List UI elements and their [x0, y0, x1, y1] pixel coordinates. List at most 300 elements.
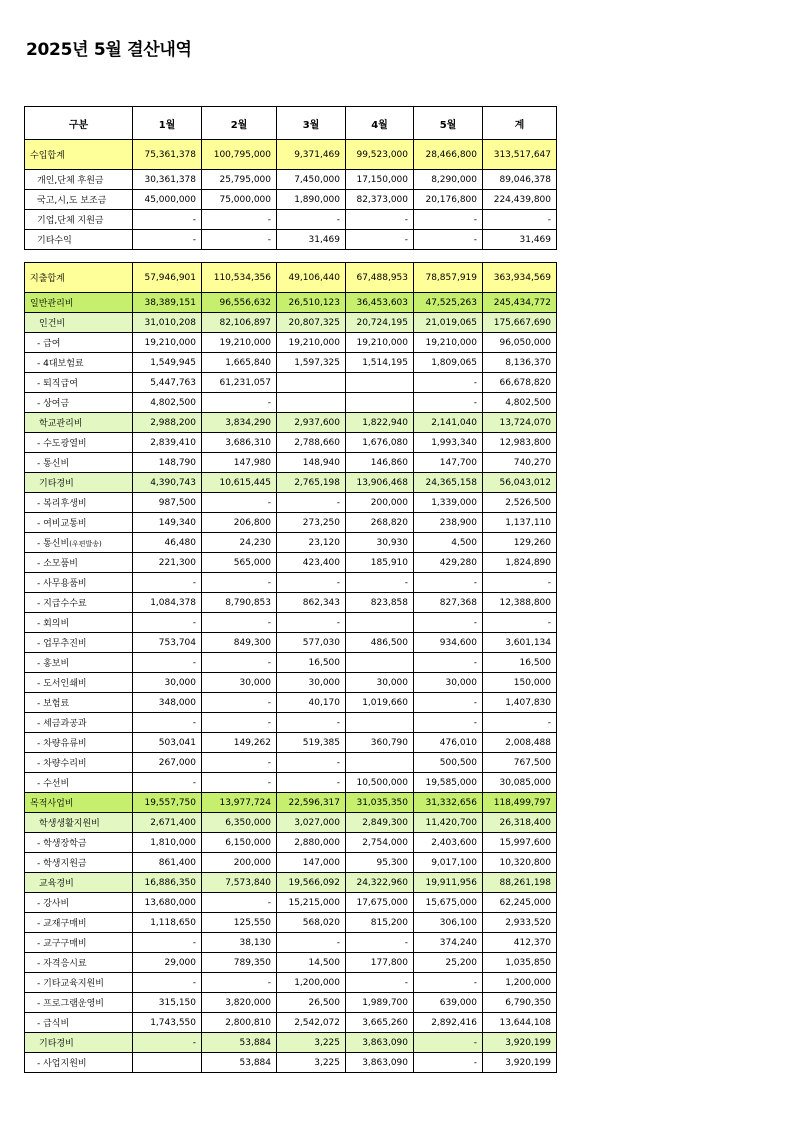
cell-value: - [277, 713, 346, 733]
cell-value: 5,447,763 [133, 373, 202, 393]
cell-value [277, 373, 346, 393]
row-label-text: - 교재구매비 [37, 919, 87, 929]
row-label [25, 263, 133, 293]
cell-value: 1,810,000 [133, 833, 202, 853]
cell-value: 268,820 [346, 513, 414, 533]
table-row [25, 693, 557, 713]
table-row [25, 533, 557, 553]
cell-value: 3,834,290 [202, 413, 277, 433]
cell-value: 30,000 [346, 673, 414, 693]
cell-value: - [202, 230, 277, 250]
row-label-text: - 복리후생비 [37, 499, 87, 509]
cell-total: 2,008,488 [483, 733, 557, 753]
cell-value: 3,686,310 [202, 433, 277, 453]
cell-value [346, 753, 414, 773]
cell-value: 1,200,000 [277, 973, 346, 993]
table-row [25, 373, 557, 393]
cell-value: 423,400 [277, 553, 346, 573]
cell-value: - [277, 753, 346, 773]
cell-total: 12,388,800 [483, 593, 557, 613]
cell-value: 6,350,000 [202, 813, 277, 833]
cell-total: 245,434,772 [483, 293, 557, 313]
row-label [25, 373, 133, 393]
cell-value: 30,000 [133, 673, 202, 693]
cell-value [346, 713, 414, 733]
row-label [25, 653, 133, 673]
cell-value [346, 373, 414, 393]
cell-value: 13,680,000 [133, 893, 202, 913]
cell-value: 1,822,940 [346, 413, 414, 433]
cell-value: 82,373,000 [346, 190, 414, 210]
cell-value: 146,860 [346, 453, 414, 473]
row-label [25, 453, 133, 473]
cell-value: 25,200 [414, 953, 483, 973]
cell-value: 24,230 [202, 533, 277, 553]
row-label [25, 873, 133, 893]
cell-total: 12,983,800 [483, 433, 557, 453]
cell-value: 862,343 [277, 593, 346, 613]
cell-value: 22,596,317 [277, 793, 346, 813]
cell-value: 17,150,000 [346, 170, 414, 190]
expense-table [24, 262, 557, 1073]
table-row [25, 753, 557, 773]
cell-value: 20,807,325 [277, 313, 346, 333]
subcategory-row [25, 473, 557, 493]
cell-value: 30,361,378 [133, 170, 202, 190]
cell-total: 66,678,820 [483, 373, 557, 393]
row-label [25, 773, 133, 793]
cell-value: 2,892,416 [414, 1013, 483, 1033]
cell-value: 306,100 [414, 913, 483, 933]
cell-total: 3,601,134 [483, 633, 557, 653]
cell-value: 38,130 [202, 933, 277, 953]
cell-value: 19,911,956 [414, 873, 483, 893]
cell-total: 129,260 [483, 533, 557, 553]
row-label [25, 433, 133, 453]
cell-value: 2,839,410 [133, 433, 202, 453]
cell-value: 16,886,350 [133, 873, 202, 893]
header-feb: 2월 [202, 107, 277, 140]
cell-value: 1,019,660 [346, 693, 414, 713]
cell-value: 149,262 [202, 733, 277, 753]
cell-value: - [202, 773, 277, 793]
cell-value: 31,010,208 [133, 313, 202, 333]
cell-total: 1,137,110 [483, 513, 557, 533]
cell-value: - [133, 933, 202, 953]
cell-value: 2,800,810 [202, 1013, 277, 1033]
row-label-text: 일반관리비 [30, 299, 74, 309]
cell-value: - [202, 393, 277, 413]
cell-value: - [202, 210, 277, 230]
cell-value: - [133, 573, 202, 593]
cell-total: 62,245,000 [483, 893, 557, 913]
cell-value: 10,500,000 [346, 773, 414, 793]
subcategory-row [25, 1033, 557, 1053]
cell-value: 2,671,400 [133, 813, 202, 833]
cell-value: 200,000 [346, 493, 414, 513]
cell-value: 3,863,090 [346, 1053, 414, 1073]
cell-value: 147,980 [202, 453, 277, 473]
cell-value: 2,765,198 [277, 473, 346, 493]
cell-total: 740,270 [483, 453, 557, 473]
table-row [25, 190, 557, 210]
row-label [25, 313, 133, 333]
table-row [25, 230, 557, 250]
cell-value: - [202, 653, 277, 673]
cell-total: 31,469 [483, 230, 557, 250]
cell-value: 23,120 [277, 533, 346, 553]
cell-value: 4,390,743 [133, 473, 202, 493]
row-label [25, 190, 133, 210]
cell-value: - [414, 973, 483, 993]
row-label-text: - 급식비 [37, 1019, 70, 1029]
cell-value: 429,280 [414, 553, 483, 573]
row-label-text: 학생생활지원비 [39, 819, 100, 829]
cell-value: - [414, 653, 483, 673]
cell-value: 15,675,000 [414, 893, 483, 913]
cell-value: 823,858 [346, 593, 414, 613]
cell-value: 1,118,650 [133, 913, 202, 933]
income-table [24, 106, 557, 250]
row-label [25, 953, 133, 973]
cell-value: 31,469 [277, 230, 346, 250]
table-row [25, 733, 557, 753]
cell-value: 500,500 [414, 753, 483, 773]
row-label-text: - 소모품비 [37, 559, 78, 569]
cell-value: 3,225 [277, 1033, 346, 1053]
row-label-text: - 보험료 [37, 699, 70, 709]
cell-value: 110,534,356 [202, 263, 277, 293]
row-label-text: - 지급수수료 [37, 599, 87, 609]
cell-value: 6,150,000 [202, 833, 277, 853]
row-label [25, 353, 133, 373]
cell-total: - [483, 210, 557, 230]
row-label-text: - 교구구매비 [37, 939, 87, 949]
cell-value: 149,340 [133, 513, 202, 533]
cell-value: - [202, 973, 277, 993]
cell-value: 30,000 [277, 673, 346, 693]
cell-value: 476,010 [414, 733, 483, 753]
cell-value: 16,500 [277, 653, 346, 673]
total-row [25, 140, 557, 170]
cell-value: 30,930 [346, 533, 414, 553]
cell-value: 1,597,325 [277, 353, 346, 373]
cell-value: 1,676,080 [346, 433, 414, 453]
cell-value: 360,790 [346, 733, 414, 753]
table-row [25, 713, 557, 733]
cell-value: 17,675,000 [346, 893, 414, 913]
row-label-text: - 세금과공과 [37, 719, 87, 729]
row-label [25, 693, 133, 713]
cell-value: 2,880,000 [277, 833, 346, 853]
cell-value: - [277, 613, 346, 633]
cell-value: 19,210,000 [414, 333, 483, 353]
table-row [25, 593, 557, 613]
cell-value: 1,989,700 [346, 993, 414, 1013]
cell-value: - [133, 210, 202, 230]
table-row [25, 493, 557, 513]
cell-value: 577,030 [277, 633, 346, 653]
row-label-text: 기타경비 [39, 479, 74, 489]
cell-value: 9,017,100 [414, 853, 483, 873]
row-label [25, 633, 133, 653]
row-label [25, 793, 133, 813]
table-row [25, 170, 557, 190]
cell-value: 267,000 [133, 753, 202, 773]
cell-value: 57,946,901 [133, 263, 202, 293]
row-label-text: - 학생장학금 [37, 839, 87, 849]
table-row [25, 893, 557, 913]
cell-value: 49,106,440 [277, 263, 346, 293]
cell-value: 486,500 [346, 633, 414, 653]
category-row [25, 293, 557, 313]
cell-value: 26,510,123 [277, 293, 346, 313]
table-row [25, 453, 557, 473]
cell-value: 7,450,000 [277, 170, 346, 190]
income-table-body [25, 107, 557, 250]
cell-total: 96,050,000 [483, 333, 557, 353]
cell-value: 568,020 [277, 913, 346, 933]
cell-total: 16,500 [483, 653, 557, 673]
row-label [25, 170, 133, 190]
cell-total: 150,000 [483, 673, 557, 693]
cell-value: 2,988,200 [133, 413, 202, 433]
cell-value: - [277, 210, 346, 230]
row-label [25, 230, 133, 250]
cell-value: - [414, 1033, 483, 1053]
row-label [25, 913, 133, 933]
cell-value: - [133, 230, 202, 250]
subcategory-row [25, 813, 557, 833]
table-row [25, 833, 557, 853]
cell-value: 148,790 [133, 453, 202, 473]
cell-value: 2,937,600 [277, 413, 346, 433]
row-label-text: 지출합계 [30, 274, 65, 284]
cell-value: 46,480 [133, 533, 202, 553]
cell-value: 8,290,000 [414, 170, 483, 190]
row-label-text: - 사무용품비 [37, 579, 87, 589]
cell-value: 13,906,468 [346, 473, 414, 493]
cell-value: 29,000 [133, 953, 202, 973]
row-label [25, 593, 133, 613]
row-label-text: - 수도광열비 [37, 439, 87, 449]
cell-value: 31,332,656 [414, 793, 483, 813]
cell-value: - [133, 973, 202, 993]
cell-value: 221,300 [133, 553, 202, 573]
cell-value: 28,466,800 [414, 140, 483, 170]
row-label-text: - 프로그램운영비 [37, 999, 104, 1009]
cell-value: 45,000,000 [133, 190, 202, 210]
cell-total: 2,933,520 [483, 913, 557, 933]
row-label-text: 교육경비 [39, 879, 74, 889]
cell-value: 1,514,195 [346, 353, 414, 373]
cell-total: 224,439,800 [483, 190, 557, 210]
cell-value: 78,857,919 [414, 263, 483, 293]
row-label [25, 853, 133, 873]
row-label [25, 613, 133, 633]
cell-value: 348,000 [133, 693, 202, 713]
cell-value: 147,000 [277, 853, 346, 873]
cell-total: - [483, 613, 557, 633]
cell-value: 2,788,660 [277, 433, 346, 453]
cell-value [133, 1053, 202, 1073]
cell-value: 36,453,603 [346, 293, 414, 313]
header-mar: 3월 [277, 107, 346, 140]
cell-value: 503,041 [133, 733, 202, 753]
cell-value: 206,800 [202, 513, 277, 533]
cell-value: 1,890,000 [277, 190, 346, 210]
table-row [25, 993, 557, 1013]
cell-value: 753,704 [133, 633, 202, 653]
header-apr: 4월 [346, 107, 414, 140]
cell-value: 315,150 [133, 993, 202, 1013]
cell-value: 1,549,945 [133, 353, 202, 373]
header-jan: 1월 [133, 107, 202, 140]
cell-value: - [414, 393, 483, 413]
subcategory-row [25, 873, 557, 893]
table-row [25, 653, 557, 673]
row-label-text: - 기타교육지원비 [37, 979, 104, 989]
table-row [25, 853, 557, 873]
cell-total: - [483, 573, 557, 593]
cell-value: 19,210,000 [202, 333, 277, 353]
cell-value: - [346, 210, 414, 230]
cell-value: 53,884 [202, 1033, 277, 1053]
row-label-text: 기업,단체 지원금 [37, 216, 104, 226]
cell-total: 26,318,400 [483, 813, 557, 833]
cell-total: 363,934,569 [483, 263, 557, 293]
row-label-text: 수입합계 [30, 151, 65, 161]
cell-value: - [414, 373, 483, 393]
cell-value: 1,743,550 [133, 1013, 202, 1033]
cell-total: 89,046,378 [483, 170, 557, 190]
table-row [25, 673, 557, 693]
cell-total: 412,370 [483, 933, 557, 953]
cell-value: 19,566,092 [277, 873, 346, 893]
cell-value: 177,800 [346, 953, 414, 973]
row-label-text: - 통신비 [37, 459, 70, 469]
cell-total: 88,261,198 [483, 873, 557, 893]
cell-value: 861,400 [133, 853, 202, 873]
cell-total: 1,200,000 [483, 973, 557, 993]
cell-value: - [202, 573, 277, 593]
row-label [25, 413, 133, 433]
row-label [25, 1013, 133, 1033]
cell-value: 639,000 [414, 993, 483, 1013]
cell-value: - [202, 493, 277, 513]
cell-value: 19,210,000 [133, 333, 202, 353]
cell-value: 20,724,195 [346, 313, 414, 333]
cell-value: 3,665,260 [346, 1013, 414, 1033]
row-label [25, 533, 133, 553]
row-label-text: - 차량유류비 [37, 739, 87, 749]
table-row [25, 553, 557, 573]
header-category: 구분 [25, 107, 133, 140]
row-label [25, 293, 133, 313]
cell-value: - [414, 573, 483, 593]
cell-value: 1,084,378 [133, 593, 202, 613]
cell-value: 2,403,600 [414, 833, 483, 853]
row-label-note: (우편발송) [69, 540, 102, 548]
cell-value: 1,993,340 [414, 433, 483, 453]
cell-value: - [202, 613, 277, 633]
row-label [25, 513, 133, 533]
cell-total: 2,526,500 [483, 493, 557, 513]
subcategory-row [25, 413, 557, 433]
row-label-text: - 수선비 [37, 779, 70, 789]
table-row [25, 973, 557, 993]
cell-total: 1,035,850 [483, 953, 557, 973]
row-label [25, 713, 133, 733]
cell-value: 1,809,065 [414, 353, 483, 373]
cell-value: - [414, 613, 483, 633]
table-row [25, 773, 557, 793]
header-total: 계 [483, 107, 557, 140]
row-label-text: 기타수익 [37, 236, 72, 246]
cell-total: 767,500 [483, 753, 557, 773]
table-row [25, 1053, 557, 1073]
cell-value: - [414, 693, 483, 713]
cell-value: - [346, 230, 414, 250]
row-label-text: - 여비교통비 [37, 519, 87, 529]
row-label [25, 493, 133, 513]
cell-value: 30,000 [414, 673, 483, 693]
row-label-text: - 홍보비 [37, 659, 70, 669]
cell-value: 100,795,000 [202, 140, 277, 170]
cell-value: 67,488,953 [346, 263, 414, 293]
cell-total: 30,085,000 [483, 773, 557, 793]
table-row [25, 210, 557, 230]
cell-total: 8,136,370 [483, 353, 557, 373]
cell-value: - [414, 210, 483, 230]
cell-value: 2,754,000 [346, 833, 414, 853]
cell-value: 9,371,469 [277, 140, 346, 170]
row-label-text: - 4대보험료 [37, 359, 84, 369]
table-row [25, 1013, 557, 1033]
cell-value: 815,200 [346, 913, 414, 933]
cell-total: 118,499,797 [483, 793, 557, 813]
cell-value: - [202, 893, 277, 913]
row-label [25, 673, 133, 693]
cell-total: 56,043,012 [483, 473, 557, 493]
cell-value: 1,339,000 [414, 493, 483, 513]
row-label-text: - 사업지원비 [37, 1059, 87, 1069]
table-row [25, 433, 557, 453]
row-label-text: - 급여 [37, 339, 61, 349]
cell-value: 125,550 [202, 913, 277, 933]
cell-value: - [202, 753, 277, 773]
category-row [25, 793, 557, 813]
cell-total: 1,407,830 [483, 693, 557, 713]
cell-value: 147,700 [414, 453, 483, 473]
table-row [25, 933, 557, 953]
cell-value: 75,361,378 [133, 140, 202, 170]
cell-value: - [277, 493, 346, 513]
cell-value: - [133, 613, 202, 633]
cell-value: 30,000 [202, 673, 277, 693]
cell-value: - [414, 1053, 483, 1073]
cell-value: 2,542,072 [277, 1013, 346, 1033]
row-label [25, 553, 133, 573]
cell-value: - [202, 693, 277, 713]
row-label-text: - 차량수리비 [37, 759, 87, 769]
cell-value: 25,795,000 [202, 170, 277, 190]
table-row [25, 613, 557, 633]
row-label-text: - 퇴직급여 [37, 379, 78, 389]
cell-value: 19,210,000 [277, 333, 346, 353]
cell-value: 987,500 [133, 493, 202, 513]
cell-value: - [133, 713, 202, 733]
